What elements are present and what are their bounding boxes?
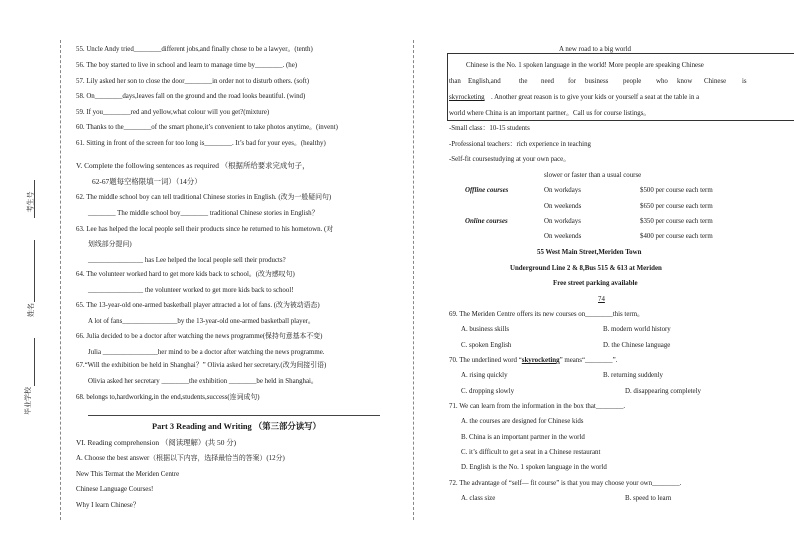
bullet-teachers: -Professional teachers：rich experience in teaching xyxy=(449,141,591,148)
box-word-for: for xyxy=(568,78,577,85)
address-line-2: Underground Line 2 & 8,Bus 515 & 613 at Meriden xyxy=(510,265,662,272)
question-62: 62. The middle school boy can tell traditional Chinese stories in English. (改为一般疑问句) xyxy=(76,194,332,201)
offline-workdays: On workdays xyxy=(544,187,581,194)
question-66-answer: Julia ________________her mind to be a doctor after watching the news programme. xyxy=(88,349,325,356)
binding-dash-line xyxy=(60,40,61,520)
question-71: 71. We can learn from the information in the box that________. xyxy=(449,403,626,410)
bullet-self-fit: -Self-fit coursestudying at your own pace。 xyxy=(449,156,571,163)
question-65: 65. The 13-year-old one-armed basketball player attracted a lot of fans. (改为被动语态) xyxy=(76,302,320,309)
box-line-3: . Another great reason is to give your kids or yourself a seat at the table in a xyxy=(491,94,700,101)
q70-prefix: 70. The underlined word “ xyxy=(449,357,522,364)
name-label: 姓名 xyxy=(27,303,35,317)
question-64: 64. The volunteer worked hard to get more kids back to school。(改为感叹句) xyxy=(76,271,295,278)
bullet-small-class: -Small class：10-15 students xyxy=(449,125,530,132)
question-63-answer: ________________ has Lee helped the local people sell their products? xyxy=(88,257,286,264)
box-word-who: who xyxy=(656,78,668,85)
school-label: 毕业学校 xyxy=(24,387,32,415)
q72-option-a: A. class size xyxy=(461,495,496,502)
q69-option-b: B. modern world history xyxy=(603,326,671,333)
question-63: 63. Lee has helped the local people sell their products since he returned to his hometown. (对 xyxy=(76,226,334,233)
question-68: 68. belongs to,hardworking,in the end,students,success(连词成句) xyxy=(76,394,260,401)
offline-weekends: On weekends xyxy=(544,203,582,210)
offline-weekends-price: $650 per course each term xyxy=(640,203,713,210)
address-line-1: 55 West Main Street,Meriden Town xyxy=(537,249,642,256)
ad-line-3: Why I learn Chinese？ xyxy=(76,502,140,509)
q70-suffix: ” means“________”. xyxy=(559,357,618,364)
q69-option-c: C. spoken English xyxy=(461,342,512,349)
question-70 xyxy=(449,357,617,365)
address-line-3: Free street parking available xyxy=(553,280,638,287)
q71-option-c: C. it’s difficult to get a seat in a Chinese restaurant xyxy=(461,449,601,456)
box-line-1: Chinese is the No. 1 spoken language in the world! More people are speaking Chinese xyxy=(466,62,704,69)
box-word-than: than xyxy=(449,78,461,85)
box-word-know: know xyxy=(677,78,693,85)
online-weekends-price: $400 per course each term xyxy=(640,233,713,240)
question-67: 67.“Will the exhibition be held in Shanghai？” Olivia asked her secretary.(改为间接引语) xyxy=(76,362,327,369)
online-weekends: On weekends xyxy=(544,233,582,240)
sidebar-line-mid xyxy=(34,240,35,302)
q70-option-d: D. disappearing completely xyxy=(625,388,701,395)
question-60: 60. Thanks to the________of the smart phone,it’s convenient to take photos anytime。(invent) xyxy=(76,124,338,131)
section-5-heading: V. Complete the following sentences as required （根据所给要求完成句子， xyxy=(76,161,310,170)
column-divider xyxy=(413,40,414,520)
ad-line-2: Chinese Language Courses! xyxy=(76,486,154,493)
offline-workdays-price: $500 per course each term xyxy=(640,187,713,194)
question-66: 66. Julia decided to be a doctor after watching the news programme(保持句意基本不变) xyxy=(76,333,323,340)
question-61: 61. Sitting in front of the screen for too long is________. It’s bad for your eyes。(healthy) xyxy=(76,140,326,147)
offline-courses-label: Offline courses xyxy=(465,187,509,194)
q71-option-a: A. the courses are designed for Chinese kids xyxy=(461,418,584,425)
box-line-4: world where China is an important partner。Call us for course listings。 xyxy=(449,110,651,117)
box-word-english: English,and xyxy=(468,78,501,85)
part-3-heading: Part 3 Reading and Writing （第三部分读写） xyxy=(152,422,321,431)
q69-option-a: A. business skills xyxy=(461,326,510,333)
section-5-heading-cont: 62-67题每空格限填一词）（14分） xyxy=(92,177,202,186)
box-word-people: people xyxy=(623,78,642,85)
answer-line-68 xyxy=(88,415,380,416)
q72-option-b: B. speed to learn xyxy=(625,495,672,502)
section-6-heading: VI. Reading comprehension （阅读理解）(共 50 分) xyxy=(76,438,237,447)
question-64-answer: ________________ the volunteer worked to get more kids back to school! xyxy=(88,287,294,294)
pace-note: slower or faster than a usual course xyxy=(544,172,642,179)
box-word-chinese: Chinese xyxy=(704,78,727,85)
q71-option-d: D. English is the No. 1 spoken language in the world xyxy=(461,464,607,471)
question-63-note: 划线部分提问) xyxy=(88,241,132,248)
online-workdays: On workdays xyxy=(544,218,581,225)
q71-option-b: B. China is an important partner in the world xyxy=(461,434,585,441)
box-word-the: the xyxy=(519,78,528,85)
box-word-need: need xyxy=(541,78,555,85)
question-56: 56. The boy started to live in school and learn to manage time by________. (he) xyxy=(76,62,298,69)
exam-number-label: 考生号 xyxy=(26,191,35,213)
q70-word: skyrocketing xyxy=(521,357,560,364)
ad-line-1: New This Termat the Meriden Centre xyxy=(76,471,180,478)
box-word-business: business xyxy=(585,78,609,85)
question-72: 72. The advantage of “self— fit course” is that you may choose your own________. xyxy=(449,480,682,487)
question-57: 57. Lily asked her son to close the door________in order not to disturb others. (soft) xyxy=(76,78,310,85)
q70-option-a: A. rising quickly xyxy=(461,372,508,379)
question-69: 69. The Meriden Centre offers its new courses on________this term。 xyxy=(449,311,644,318)
online-courses-label: Online courses xyxy=(465,218,508,225)
box-word-skyrocketing: skyrocketing xyxy=(449,94,485,101)
page-number: 74 xyxy=(598,296,605,303)
q70-option-b: B. returning suddenly xyxy=(603,372,663,379)
q70-option-c: C. dropping slowly xyxy=(461,388,515,395)
section-a-instruction: A. Choose the best answer（根据以下内容，选择最恰当的答案）(12分) xyxy=(76,455,285,462)
question-65-answer: A lot of fans________________by the 13-year-old one-armed basketball player。 xyxy=(88,318,315,325)
question-67-answer: Olivia asked her secretary ________the exhibition ________be held in Shanghai。 xyxy=(88,378,318,385)
box-word-is: is xyxy=(742,78,747,85)
question-62-answer: ________ The middle school boy________ traditional Chinese stories in English？ xyxy=(88,210,319,217)
sidebar-line-bottom xyxy=(34,338,35,386)
q69-option-d: D. the Chinese language xyxy=(603,342,671,349)
question-59: 59. If you________red and yellow,what colour will you get?(mixture) xyxy=(76,109,270,116)
online-workdays-price: $350 per course each term xyxy=(640,218,713,225)
question-58: 58. On________days,leaves fall on the ground and the road looks beautiful. (wind) xyxy=(76,93,306,100)
ad-title: A new road to a big world xyxy=(559,46,631,53)
question-55: 55. Uncle Andy tried________different jobs,and finally chose to be a lawyer。(tenth) xyxy=(76,46,313,53)
